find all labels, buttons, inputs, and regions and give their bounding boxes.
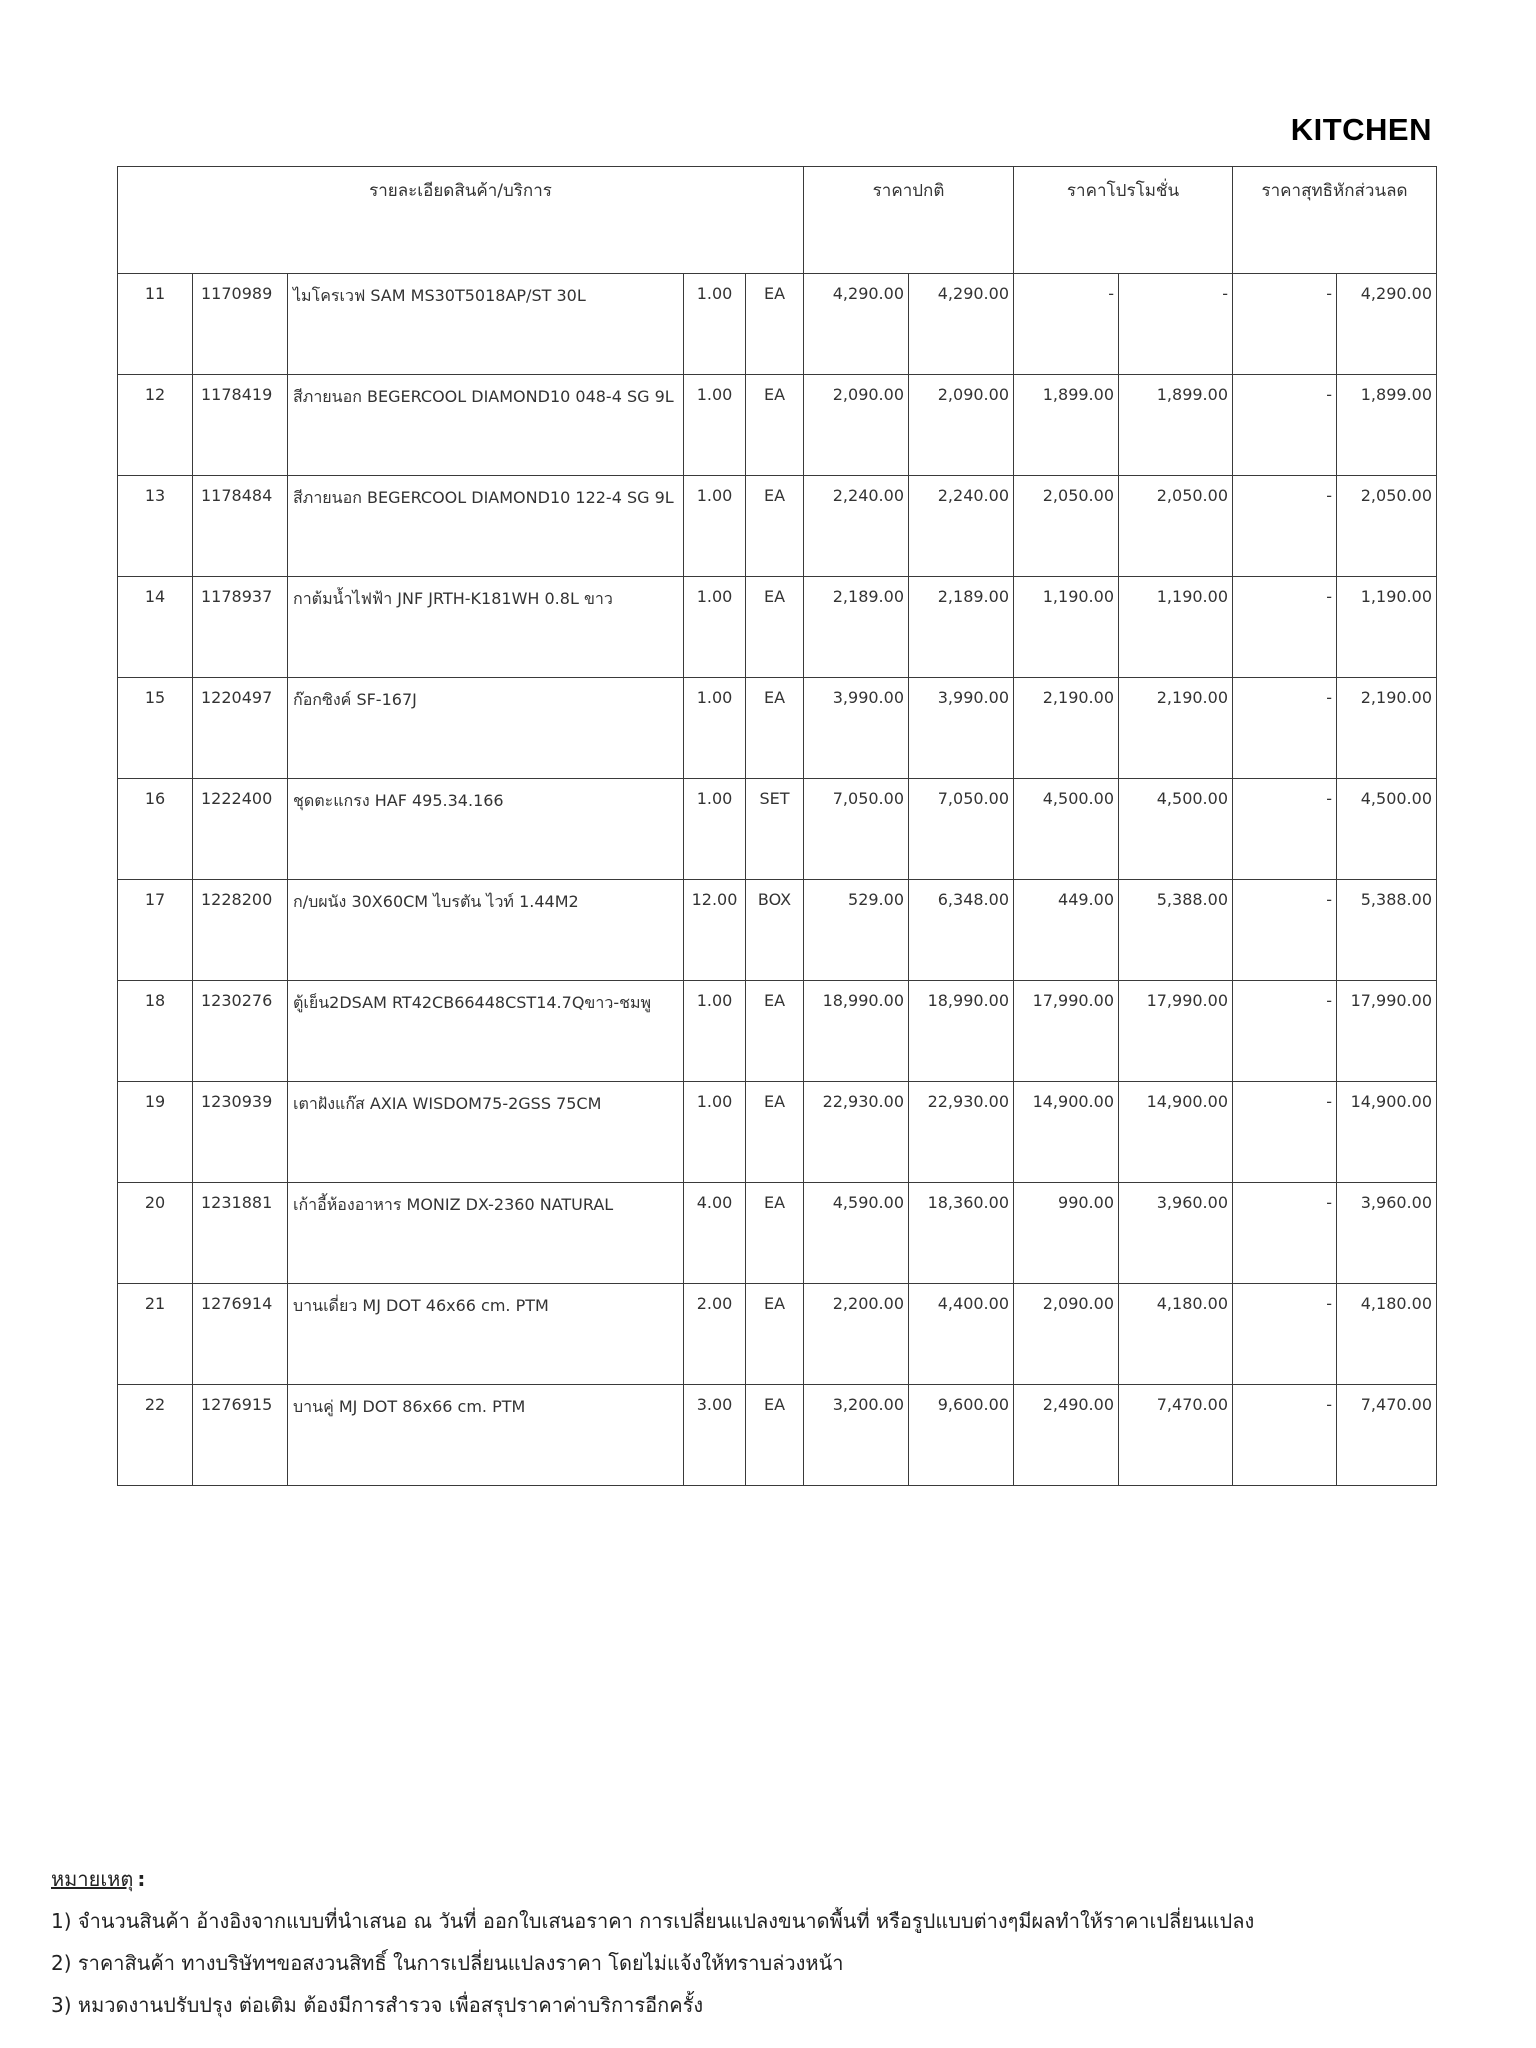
row-number: 14 (118, 577, 193, 678)
promo-total-price: 2,190.00 (1119, 678, 1233, 779)
quantity: 1.00 (684, 1082, 746, 1183)
item-description: สีภายนอก BEGERCOOL DIAMOND10 122-4 SG 9L (288, 476, 684, 577)
unit: EA (746, 1082, 804, 1183)
unit: EA (746, 476, 804, 577)
net-price: 4,290.00 (1337, 274, 1437, 375)
unit-price: 7,050.00 (804, 779, 909, 880)
header-description: รายละเอียดสินค้า/บริการ (118, 167, 804, 274)
item-description: ก๊อกซิงค์ SF-167J (288, 678, 684, 779)
row-number: 21 (118, 1284, 193, 1385)
quantity: 1.00 (684, 577, 746, 678)
net-price: 14,900.00 (1337, 1082, 1437, 1183)
unit: EA (746, 1183, 804, 1284)
promo-unit-price: 1,899.00 (1014, 375, 1119, 476)
quantity: 1.00 (684, 678, 746, 779)
net-price: 7,470.00 (1337, 1385, 1437, 1486)
quantity: 1.00 (684, 274, 746, 375)
table-row (118, 1082, 1437, 1183)
promo-unit-price: 990.00 (1014, 1183, 1119, 1284)
item-code: 1178937 (193, 577, 288, 678)
row-number: 17 (118, 880, 193, 981)
row-number: 12 (118, 375, 193, 476)
item-description: กาต้มน้ำไฟฟ้า JNF JRTH-K181WH 0.8L ขาว (288, 577, 684, 678)
net-price: 2,050.00 (1337, 476, 1437, 577)
row-number: 18 (118, 981, 193, 1082)
promo-unit-price: 449.00 (1014, 880, 1119, 981)
unit-price: 529.00 (804, 880, 909, 981)
total-price: 2,090.00 (909, 375, 1014, 476)
item-code: 1220497 (193, 678, 288, 779)
quantity: 12.00 (684, 880, 746, 981)
table-row (118, 981, 1437, 1082)
quantity: 2.00 (684, 1284, 746, 1385)
promo-total-price: 17,990.00 (1119, 981, 1233, 1082)
row-number: 19 (118, 1082, 193, 1183)
net-price: 17,990.00 (1337, 981, 1437, 1082)
promo-unit-price: 2,050.00 (1014, 476, 1119, 577)
net-price: 3,960.00 (1337, 1183, 1437, 1284)
table-row (118, 476, 1437, 577)
notes-heading: หมายเหตุ (51, 1867, 134, 1891)
total-price: 18,990.00 (909, 981, 1014, 1082)
item-code: 1276915 (193, 1385, 288, 1486)
net-price: 1,899.00 (1337, 375, 1437, 476)
item-code: 1231881 (193, 1183, 288, 1284)
promo-total-price: 3,960.00 (1119, 1183, 1233, 1284)
unit-price: 4,290.00 (804, 274, 909, 375)
promo-total-price: 4,500.00 (1119, 779, 1233, 880)
item-description: ตู้เย็น2DSAM RT42CB66448CST14.7Qขาว-ชมพู (288, 981, 684, 1082)
unit-price: 4,590.00 (804, 1183, 909, 1284)
discount: - (1233, 1385, 1337, 1486)
unit: EA (746, 981, 804, 1082)
discount: - (1233, 577, 1337, 678)
table-row (118, 1284, 1437, 1385)
row-number: 15 (118, 678, 193, 779)
item-description: ก/บผนัง 30X60CM ไบรตัน ไวท์ 1.44M2 (288, 880, 684, 981)
unit-price: 2,240.00 (804, 476, 909, 577)
unit: EA (746, 678, 804, 779)
table-row (118, 577, 1437, 678)
net-price: 4,500.00 (1337, 779, 1437, 880)
table-body (118, 274, 1437, 1486)
discount: - (1233, 476, 1337, 577)
item-code: 1178419 (193, 375, 288, 476)
total-price: 18,360.00 (909, 1183, 1014, 1284)
discount: - (1233, 678, 1337, 779)
unit: EA (746, 1284, 804, 1385)
promo-unit-price: 17,990.00 (1014, 981, 1119, 1082)
promo-unit-price: 2,490.00 (1014, 1385, 1119, 1486)
item-description: เก้าอี้ห้องอาหาร MONIZ DX-2360 NATURAL (288, 1183, 684, 1284)
notes-heading-line (51, 1858, 1254, 1900)
total-price: 6,348.00 (909, 880, 1014, 981)
item-description: เตาฝังแก๊ส AXIA WISDOM75-2GSS 75CM (288, 1082, 684, 1183)
table-row (118, 678, 1437, 779)
unit-price: 18,990.00 (804, 981, 909, 1082)
note-line-1: 1) จำนวนสินค้า อ้างอิงจากแบบที่นำเสนอ ณ วันที่ ออกใบเสนอราคา การเปลี่ยนแปลงขนาดพื้นที่ หรือรูปแบบต่างๆมีผลทำให้ราคาเปลี่ยนแปลง (51, 1909, 1255, 1933)
promo-total-price: 7,470.00 (1119, 1385, 1233, 1486)
total-price: 2,240.00 (909, 476, 1014, 577)
quantity: 1.00 (684, 476, 746, 577)
notes-colon: : (137, 1867, 146, 1891)
quotation-table (117, 166, 1437, 1486)
promo-unit-price: 2,090.00 (1014, 1284, 1119, 1385)
item-description: ไมโครเวฟ SAM MS30T5018AP/ST 30L (288, 274, 684, 375)
unit-price: 2,189.00 (804, 577, 909, 678)
total-price: 9,600.00 (909, 1385, 1014, 1486)
promo-total-price: 14,900.00 (1119, 1082, 1233, 1183)
item-code: 1228200 (193, 880, 288, 981)
item-code: 1276914 (193, 1284, 288, 1385)
row-number: 16 (118, 779, 193, 880)
item-description: สีภายนอก BEGERCOOL DIAMOND10 048-4 SG 9L (288, 375, 684, 476)
total-price: 22,930.00 (909, 1082, 1014, 1183)
table-row (118, 1385, 1437, 1486)
note-line-2: 2) ราคาสินค้า ทางบริษัทฯขอสงวนสิทธิ์ ในการเปลี่ยนแปลงราคา โดยไม่แจ้งให้ทราบล่วงหน้า (51, 1951, 844, 1975)
promo-unit-price: 14,900.00 (1014, 1082, 1119, 1183)
unit-price: 3,990.00 (804, 678, 909, 779)
quantity: 3.00 (684, 1385, 746, 1486)
discount: - (1233, 880, 1337, 981)
total-price: 7,050.00 (909, 779, 1014, 880)
unit: EA (746, 1385, 804, 1486)
unit-price: 2,200.00 (804, 1284, 909, 1385)
promo-total-price: - (1119, 274, 1233, 375)
note-line-3: 3) หมวดงานปรับปรุง ต่อเติม ต้องมีการสำรวจ เพื่อสรุปราคาค่าบริการอีกครั้ง (51, 1993, 704, 2017)
total-price: 4,290.00 (909, 274, 1014, 375)
promo-total-price: 4,180.00 (1119, 1284, 1233, 1385)
item-code: 1230939 (193, 1082, 288, 1183)
unit: BOX (746, 880, 804, 981)
item-description: บานคู่ MJ DOT 86x66 cm. PTM (288, 1385, 684, 1486)
quantity: 1.00 (684, 779, 746, 880)
row-number: 11 (118, 274, 193, 375)
unit-price: 2,090.00 (804, 375, 909, 476)
promo-unit-price: 2,190.00 (1014, 678, 1119, 779)
table-row (118, 880, 1437, 981)
quantity: 1.00 (684, 981, 746, 1082)
total-price: 2,189.00 (909, 577, 1014, 678)
item-description: ชุดตะแกรง HAF 495.34.166 (288, 779, 684, 880)
table-row (118, 779, 1437, 880)
section-title: KITCHEN (1290, 112, 1432, 147)
discount: - (1233, 1284, 1337, 1385)
net-price: 1,190.00 (1337, 577, 1437, 678)
unit: EA (746, 577, 804, 678)
discount: - (1233, 1183, 1337, 1284)
table-row (118, 274, 1437, 375)
row-number: 22 (118, 1385, 193, 1486)
unit: EA (746, 274, 804, 375)
item-code: 1230276 (193, 981, 288, 1082)
promo-total-price: 2,050.00 (1119, 476, 1233, 577)
promo-unit-price: 1,190.00 (1014, 577, 1119, 678)
header-row (118, 167, 1437, 274)
promo-total-price: 1,190.00 (1119, 577, 1233, 678)
net-price: 4,180.00 (1337, 1284, 1437, 1385)
net-price: 2,190.00 (1337, 678, 1437, 779)
discount: - (1233, 981, 1337, 1082)
header-regular-price: ราคาปกติ (804, 167, 1014, 274)
header-promo-price: ราคาโปรโมชั่น (1014, 167, 1233, 274)
row-number: 13 (118, 476, 193, 577)
promo-unit-price: - (1014, 274, 1119, 375)
discount: - (1233, 1082, 1337, 1183)
table-row (118, 1183, 1437, 1284)
promo-unit-price: 4,500.00 (1014, 779, 1119, 880)
unit-price: 3,200.00 (804, 1385, 909, 1486)
promo-total-price: 1,899.00 (1119, 375, 1233, 476)
quantity: 4.00 (684, 1183, 746, 1284)
unit: SET (746, 779, 804, 880)
promo-total-price: 5,388.00 (1119, 880, 1233, 981)
total-price: 3,990.00 (909, 678, 1014, 779)
quantity: 1.00 (684, 375, 746, 476)
item-description: บานเดี่ยว MJ DOT 46x66 cm. PTM (288, 1284, 684, 1385)
discount: - (1233, 779, 1337, 880)
notes (51, 1858, 1254, 2026)
net-price: 5,388.00 (1337, 880, 1437, 981)
item-code: 1178484 (193, 476, 288, 577)
discount: - (1233, 274, 1337, 375)
item-code: 1170989 (193, 274, 288, 375)
row-number: 20 (118, 1183, 193, 1284)
unit: EA (746, 375, 804, 476)
unit-price: 22,930.00 (804, 1082, 909, 1183)
discount: - (1233, 375, 1337, 476)
header-net-price: ราคาสุทธิหักส่วนลด (1233, 167, 1437, 274)
total-price: 4,400.00 (909, 1284, 1014, 1385)
item-code: 1222400 (193, 779, 288, 880)
table-row (118, 375, 1437, 476)
